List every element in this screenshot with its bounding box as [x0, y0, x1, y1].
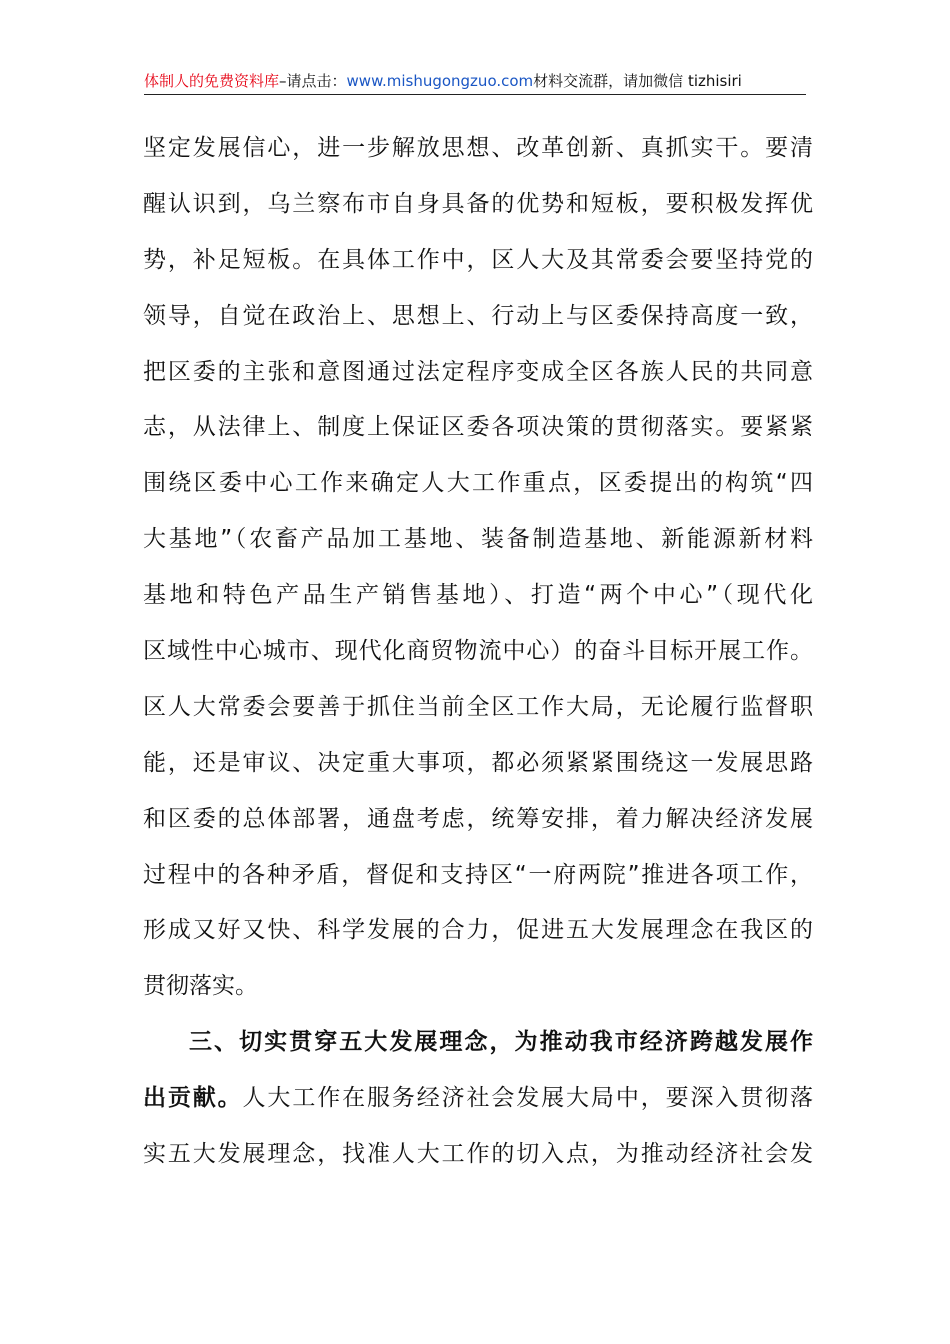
paragraph-line: 贯彻落实。: [143, 973, 258, 1000]
paragraph-line: 醒认识到，乌兰察布市自身具备的优势和短板，要积极发挥优: [143, 190, 813, 217]
paragraph-line: 能，还是审议、决定重大事项，都必须紧紧围绕这一发展思路: [143, 749, 813, 776]
page-header: [144, 70, 806, 95]
section-text: 人大工作在服务经济社会发展大局中，要深入贯彻落: [242, 1085, 813, 1112]
section-heading: 三、切实贯穿五大发展理念，为推动我市经济跨越发展作: [189, 1029, 813, 1056]
document-body: [143, 121, 813, 1183]
header-link[interactable]: www.mishugongzuo.com: [346, 72, 534, 90]
paragraph-line: 大基地”（农畜产品加工基地、装备制造基地、新能源新材料: [143, 526, 813, 553]
paragraph-line: 坚定发展信心，进一步解放思想、改革创新、真抓实干。要清: [143, 135, 813, 161]
paragraph-line: 实五大发展理念，找准人大工作的切入点，为推动经济社会发: [143, 1141, 813, 1168]
paragraph-line: 区人大常委会要善于抓住当前全区工作大局，无论履行监督职: [143, 693, 813, 720]
paragraph-line: 领导，自觉在政治上、思想上、行动上与区委保持高度一致，: [143, 302, 813, 329]
paragraph-line: 基地和特色产品生产销售基地）、打造“两个中心”（现代化: [143, 582, 813, 609]
section-heading-end: 出贡献。: [143, 1085, 243, 1112]
paragraph-line: 围绕区委中心工作来确定人大工作重点，区委提出的构筑“四: [143, 470, 813, 497]
paragraph-line: 势，补足短板。在具体工作中，区人大及其常委会要坚持党的: [143, 246, 813, 273]
header-brand: 体制人的免费资料库: [144, 72, 280, 90]
paragraph-line: 把区委的主张和意图通过法定程序变成全区各族人民的共同意: [143, 358, 813, 385]
section-heading-continued: [143, 1071, 813, 1127]
paragraph-line: 过程中的各种矛盾，督促和支持区“一府两院”推进各项工作，: [143, 861, 813, 888]
paragraph-line: 和区委的总体部署，通盘考虑，统筹安排，着力解决经济发展: [143, 805, 813, 832]
paragraph-line: 形成又好又快、科学发展的合力，促进五大发展理念在我区的: [143, 917, 813, 944]
header-note: 材料交流群，请加微信 tizhisiri: [533, 72, 742, 90]
header-prompt: –请点击：: [279, 72, 347, 90]
paragraph-line: 志，从法律上、制度上保证区委各项决策的贯彻落实。要紧紧: [143, 414, 813, 441]
paragraph-line: 区域性中心城市、现代化商贸物流中心）的奋斗目标开展工作。: [143, 638, 813, 665]
